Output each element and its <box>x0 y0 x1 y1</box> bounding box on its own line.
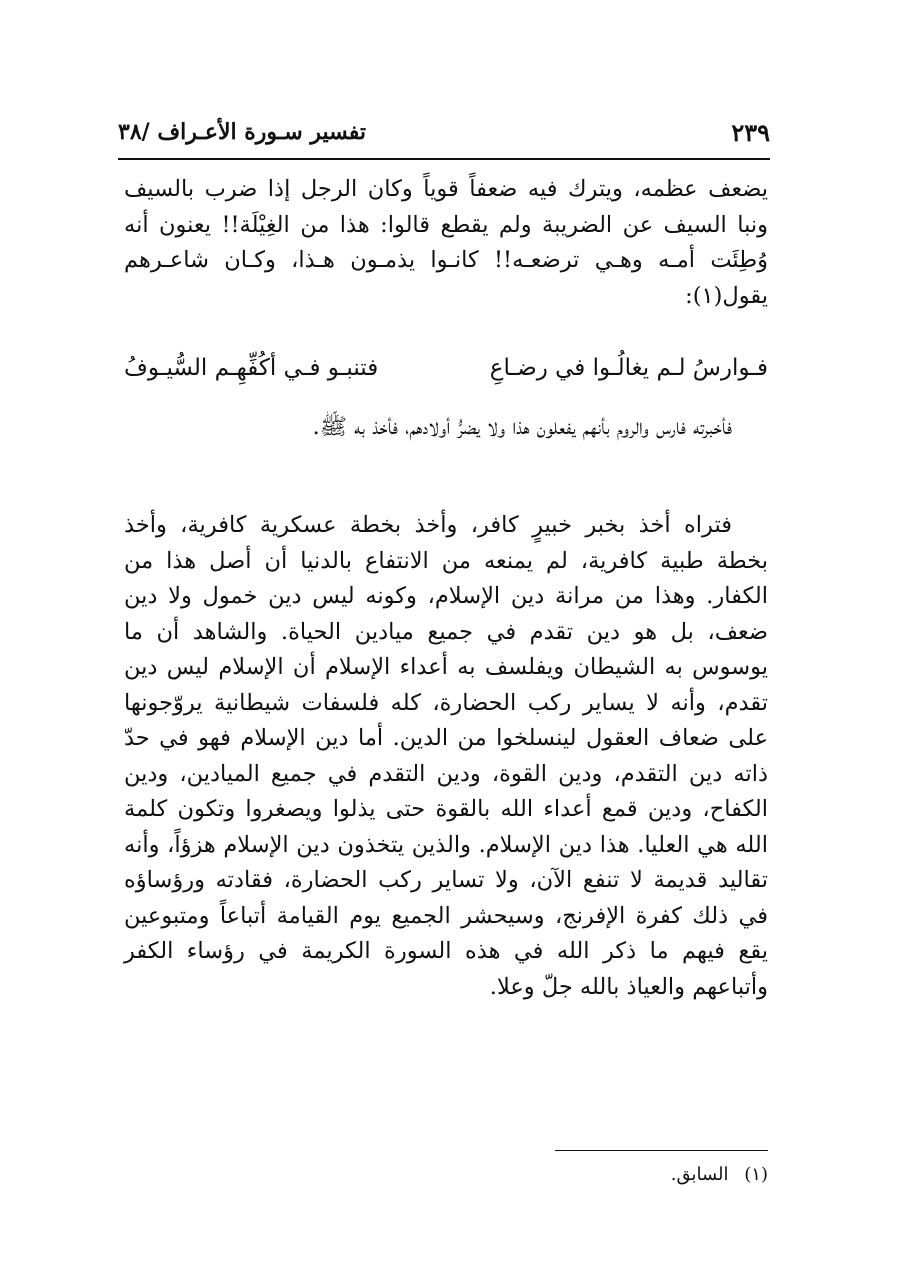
page-number: ٢٣٩ <box>731 117 770 147</box>
verse-second-hemistich: فتنبـو فـي أكُفِّهِـم السُّيـوفُ <box>124 355 379 381</box>
paragraph-2: فأخبرته فارس والروم بأنهم يفعلون هذا ولا يضرُّ أولادهم، فأخذ به ﷺ. <box>312 414 732 440</box>
footnote-marker: (١) <box>744 1164 768 1185</box>
footnote-divider <box>555 1150 768 1151</box>
footnote <box>124 1160 768 1190</box>
running-header-title: تفسير سـورة الأعـراف /٣٨ <box>118 119 366 145</box>
verse-first-hemistich: فـوارسُ لـم يغالُـوا في رضـاعِ <box>489 355 768 381</box>
header-divider <box>118 158 770 160</box>
footnote-text: السابق. <box>670 1164 729 1185</box>
poetry-verse <box>124 348 768 388</box>
running-header <box>118 110 770 154</box>
paragraph-3: فتراه أخذ بخبر خبيرٍ كافر، وأخذ بخطة عسكرية كافرية، وأخذ بخطة طبية كافرية، لم يمنعه من الانتفاع بالدنيا أن أصل هذا من الكفار. وهذا من مرانة دين الإسلام، وكونه ليس دين خمول ولا دين ضعف، بل هو دين تقدم في جميع ميادين الحياة. والشاهد أن ما يوسوس به الشيطان ويفلسف به أعداء الإسلام أن الإسلام ليس دين تقدم، وأنه لا يساير ركب الحضارة، كله فلسفات شيطانية يروّجونها على ضعاف العقول لينسلخوا من الدين. أما دين الإسلام فهو في حدّ ذاته دين التقدم، ودين القوة، ودين التقدم في جميع الميادين، ودين الكفاح، ودين قمع أعداء الله بالقوة حتى يذلوا ويصغروا وتكون كلمة الله هي العليا. هذا دين الإسلام. والذين يتخذون دين الإسلام هزؤاً، وأنه تقاليد قديمة لا تنفع الآن، ولا تساير ركب الحضارة، فقادته ورؤساؤه في ذلك كفرة الإفرنج، وسيحشر الجميع يوم القيامة أتباعاً ومتبوعين يقع فيهم ما ذكر الله في هذه السورة الكريمة في رؤساء الكفر وأتباعهم والعياذ بالله جلّ وعلا. <box>124 512 768 1000</box>
paragraph-1: يضعف عظمه، ويترك فيه ضعفاً قوياً وكان الرجل إذا ضرب بالسيف ونبا السيف عن الضريبة ولم يقطع قالوا: هذا من الغِيْلَة!! يعنون أنه وُطِئَت أمـه وهـي ترضعـه!! كانـوا يذمـون هـذا، وكـان شاعـرهم يقول(١): <box>124 176 768 309</box>
